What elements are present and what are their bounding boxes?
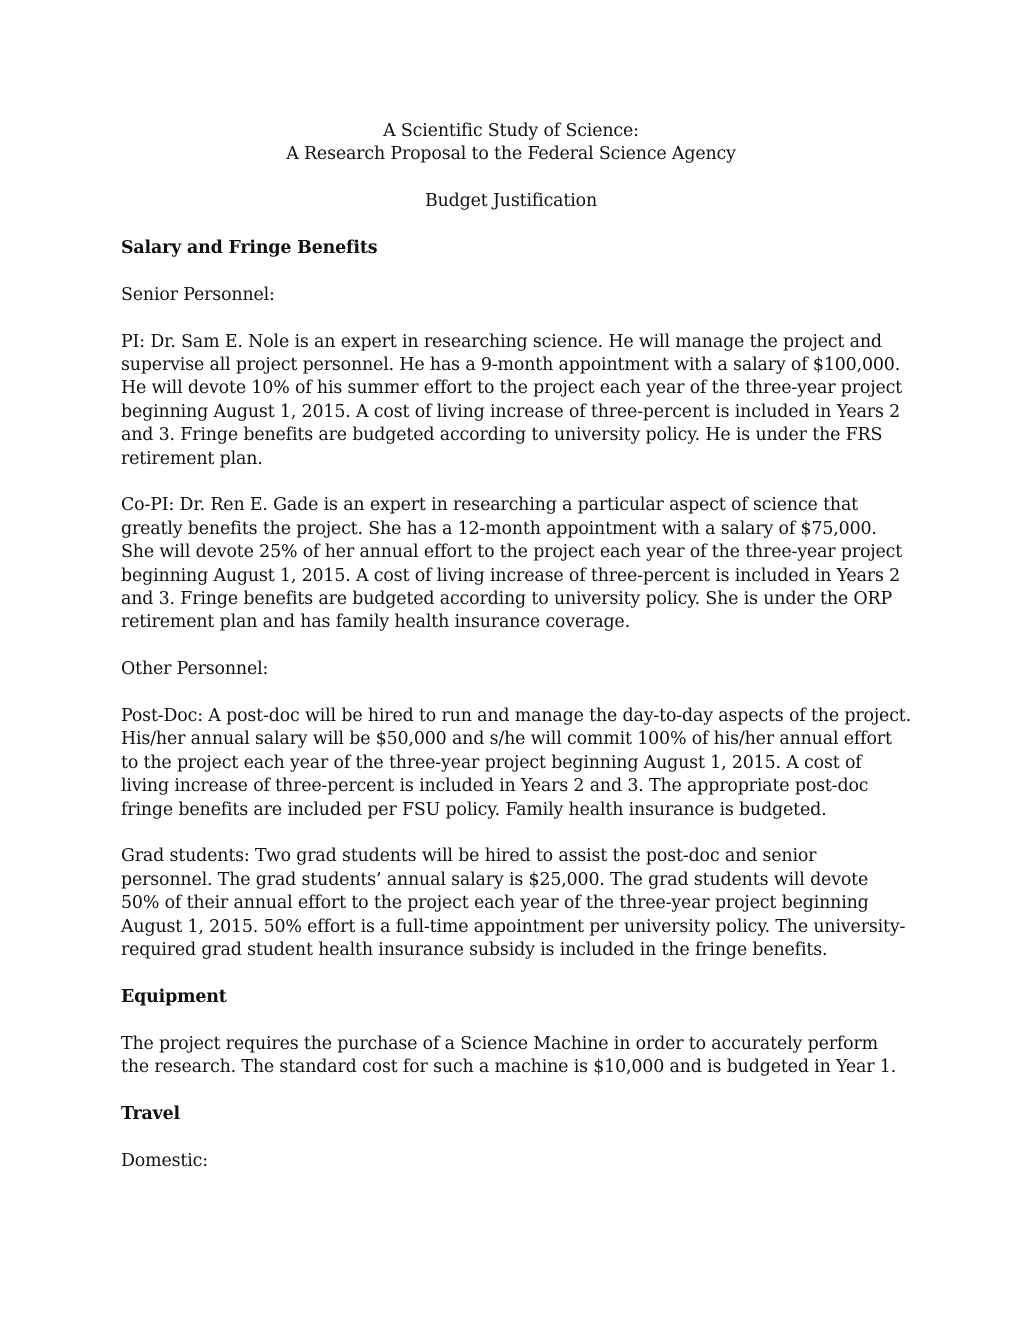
equipment-paragraph: The project requires the purchase of a Science Machine in order to accurately perform the research. The standard cost for such a machine is $10,000 and is budgeted in Year 1.: [121, 1033, 897, 1078]
document-page: [121, 120, 911, 1173]
pi-paragraph: PI: Dr. Sam E. Nole is an expert in researching science. He will manage the project and supervise all project personnel. He has a 9-month appointment with a salary of $100,000. He will devote 10% of his summer effort to the project each year of the three-year project beginning August 1, 2015. A cost of living increase of three-percent is included in Years 2 and 3. Fringe benefits are budgeted according to university policy. He is under the FRS retirement plan.: [121, 331, 903, 469]
equipment-heading: Equipment: [121, 986, 227, 1007]
salary-heading: Salary and Fringe Benefits: [121, 238, 378, 258]
senior-personnel-label: Senior Personnel:: [121, 284, 275, 305]
document-subtitle: Budget Justification: [424, 191, 598, 212]
grad-students-paragraph: Grad students: Two grad students will be hired to assist the post-doc and senior personnel. The grad students’ annual salary is $25,000. The grad students will devote 50% of their annual effort to the project each year of the three-year project beginning August 1, 2015. 50% effort is a full-time appointment per university policy. The university-required grad student health insurance subsidy is included in the fringe benefits.: [121, 846, 906, 961]
postdoc-paragraph: Post-Doc: A post-doc will be hired to run and manage the day-to-day aspects of the project. His/her annual salary will be $50,000 and s/he will commit 100% of his/her annual effort to the project each year of the three-year project beginning August 1, 2015. A cost of living increase of three-percent is included in Years 2 and 3. The appropriate post-doc fringe benefits are included per FSU policy. Family health insurance is budgeted.: [121, 706, 912, 820]
domestic-label: Domestic:: [121, 1150, 208, 1171]
travel-heading: Travel: [121, 1103, 180, 1124]
title-line-1: A Scientific Study of Science:: [383, 121, 639, 141]
title-line-2: A Research Proposal to the Federal Science Agency: [286, 144, 736, 165]
copi-paragraph: Co-PI: Dr. Ren E. Gade is an expert in researching a particular aspect of science that greatly benefits the project. She has a 12-month appointment with a salary of $75,000. She will devote 25% of her annual effort to the project each year of the three-year project beginning August 1, 2015. A cost of living increase of three-percent is included in Years 2 and 3. Fringe benefits are budgeted according to university policy. She is under the ORP retirement plan and has family health insurance coverage.: [121, 495, 903, 633]
document-title-block: [111, 120, 911, 214]
other-personnel-label: Other Personnel:: [121, 659, 269, 680]
